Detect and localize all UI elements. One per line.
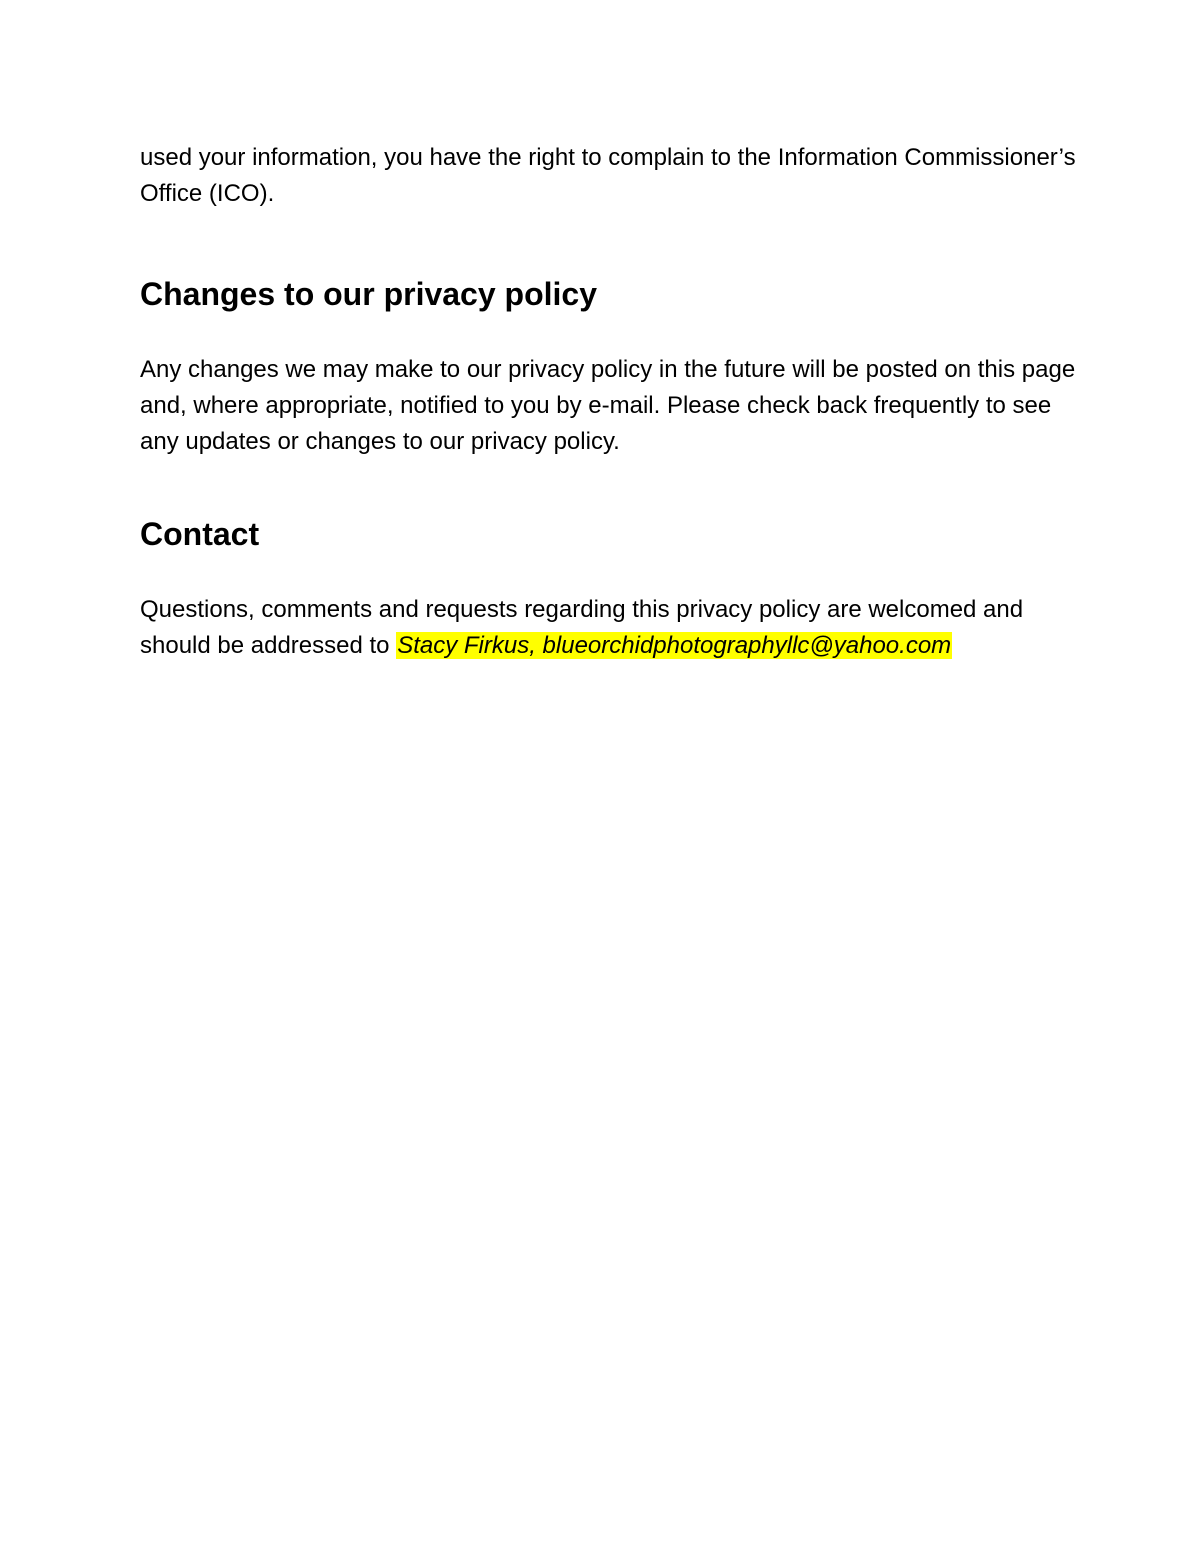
contact-paragraph [140,592,1080,664]
contact-text: Questions, comments and requests regarding this privacy policy are welcomed and should be addressed to [140,596,1024,659]
changes-paragraph: Any changes we may make to our privacy policy in the future will be posted on this page and, where appropriate, notified to you by e-mail. Please check back frequently to see any updates or changes to our privacy policy. [140,356,1076,455]
intro-paragraph: used your information, you have the right to complain to the Information Commissioner’s Office (ICO). [140,144,1076,207]
contact-heading: Contact [140,516,260,552]
changes-heading: Changes to our privacy policy [140,276,597,312]
document-content [140,140,1080,664]
contact-name-email: Stacy Firkus, blueorchidphotographyllc@yahoo.com [397,632,952,659]
